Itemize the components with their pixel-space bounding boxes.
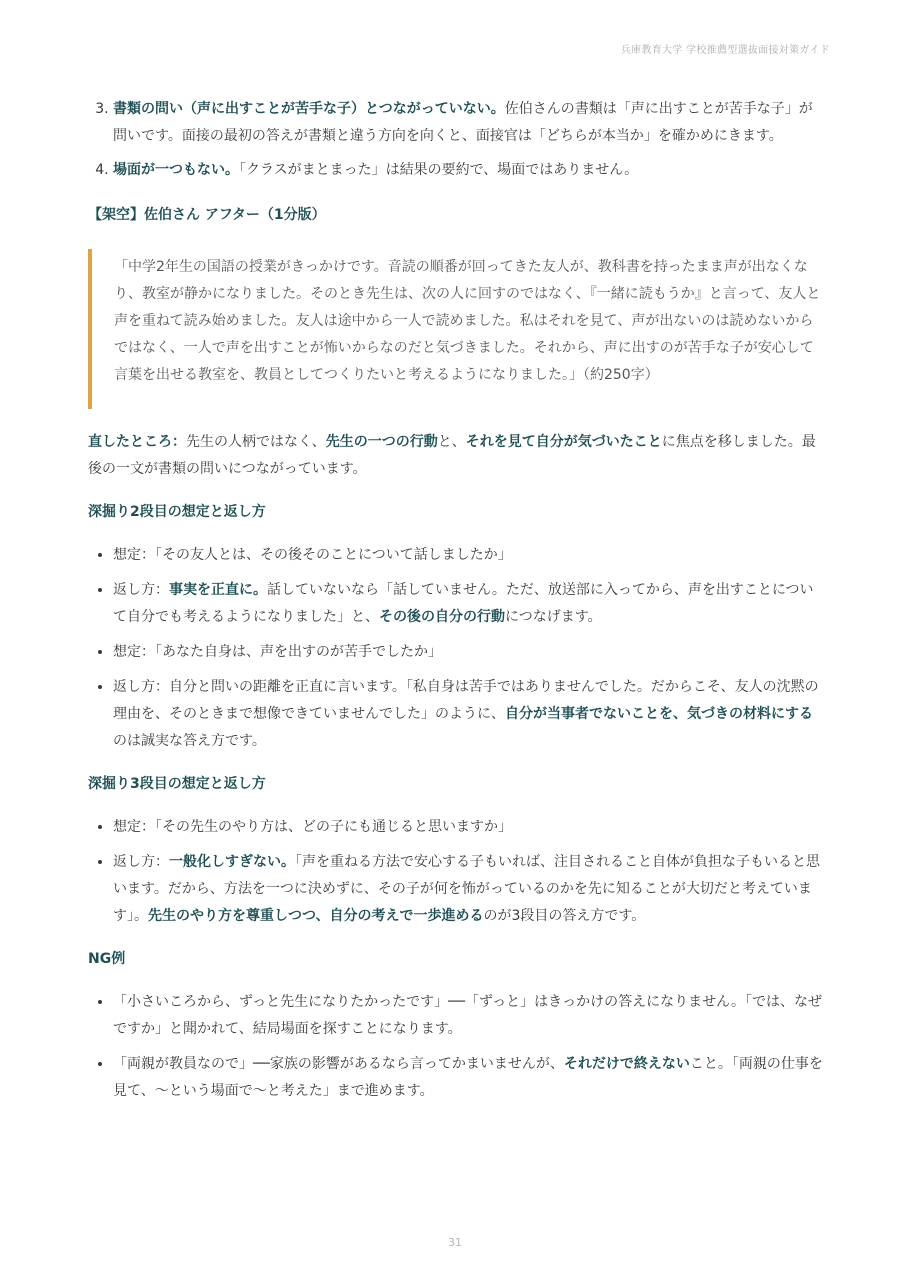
item-bold: 事実を正直に。 <box>169 582 267 598</box>
item-text: 「声を重ねる方法で安心する子もいれば、注目されること自体が負担な子もいると思います。だから、方法を一つに決めずに、その子が何を怖がっているのかを先に知ることが大切だと考えています」。 <box>113 854 820 924</box>
item-text: のは誠実な答え方です。 <box>113 733 266 749</box>
fix-explanation <box>88 429 823 483</box>
section-heading-deep2: 深掘り2段目の想定と返し方 <box>88 504 266 520</box>
page-content <box>88 96 823 1113</box>
item-bold: 自分が当事者でないことを、気づきの材料にする <box>505 706 813 722</box>
deep2-list <box>88 542 823 755</box>
item-text: 返し方：自分と問いの距離を正直に言います。「私自身は苦手ではありませんでした。だからこそ、友人の沈黙の理由を、そのときまで想像できていませんでした」のように、 <box>113 679 819 722</box>
item-text: 話していないなら「話していません。ただ、放送部に入ってから、声を出すことについて自分でも考えるようになりました」と、 <box>113 582 814 625</box>
item-bold: その後の自分の行動 <box>379 609 505 625</box>
list-item <box>113 157 823 184</box>
item-bold-lead: 場面が一つもない。 <box>113 162 239 178</box>
list-item <box>113 96 823 150</box>
item-bold: それだけで終えない <box>563 1056 690 1072</box>
fix-text: に焦点を移しました。最後の一文が書類の問いにつながっています。 <box>88 434 816 477</box>
fix-bold: 先生の一つの行動 <box>325 434 438 450</box>
deep3-list <box>88 814 823 930</box>
item-text: 「両親が教員なので」──家族の影響があるなら言ってかまいませんが、 <box>113 1056 564 1072</box>
item-bold-lead: 書類の問い（声に出すことが苦手な子）とつながっていない。 <box>113 101 505 117</box>
ng-list <box>88 989 823 1105</box>
list-item: • 想定：「あなた自身は、声を出すのが苦手でしたか」 <box>113 639 823 666</box>
fix-bold: それを見て自分が気づいたこと <box>465 434 662 450</box>
section-heading-deep3: 深掘り3段目の想定と返し方 <box>88 776 266 792</box>
fix-text: と、 <box>437 434 466 450</box>
numbered-list <box>88 96 823 184</box>
item-text: 佐伯さんの書類は「声に出すことが苦手な子」が問いです。面接の最初の答えが書類と違う方向を向くと、面接官は「どちらが本当か」を確かめにきます。 <box>113 101 813 144</box>
list-item <box>113 577 823 631</box>
item-text: 「クラスがまとまった」は結果の要約で、場面ではありません。 <box>239 162 639 178</box>
item-text: 返し方： <box>113 854 169 870</box>
running-header: 兵庫教育大学 学校推薦型選抜面接対策ガイド <box>620 45 830 56</box>
list-item <box>113 674 823 755</box>
page-number: 31 <box>448 1236 462 1249</box>
fix-label: 直したところ： <box>88 434 186 450</box>
list-item: • 「小さいころから、ずっと先生になりたかったです」──「ずっと」はきっかけの答えになりません。「では、なぜですか」と聞かれて、結局場面を探すことになります。 <box>113 989 823 1043</box>
list-item <box>113 1051 823 1105</box>
section-heading-ng: NG例 <box>88 951 126 967</box>
fix-text: 先生の人柄ではなく、 <box>186 434 326 450</box>
list-item <box>113 849 823 930</box>
sample-answer-quote: 「中学2年生の国語の授業がきっかけです。音読の順番が回ってきた友人が、教科書を持ったまま声が出なくなり、教室が静かになりました。そのとき先生は、次の人に回すのではなく、『一緒に読もうか』と言って、友人と声を重ねて読み始めました。友人は途中から一人で読めました。私はそれを見て、声が出ないのは読めないからではなく、一人で声を出すことが怖いからなのだと気づきました。それから、声に出すのが苦手な子が安心して言葉を出せる教室を、教員としてつくりたいと考えるようになりました。」（約250字） <box>88 249 823 409</box>
item-bold: 先生のやり方を尊重しつつ、自分の考えで一歩進める <box>148 908 484 924</box>
item-text: につなげます。 <box>505 609 602 625</box>
list-item: • 想定：「その友人とは、その後そのことについて話しましたか」 <box>113 542 823 569</box>
list-item: • 想定：「その先生のやり方は、どの子にも通じると思いますか」 <box>113 814 823 841</box>
item-text: のが3段目の答え方です。 <box>483 908 646 924</box>
item-text: 返し方： <box>113 582 169 598</box>
item-text: こと。「両親の仕事を見て、〜という場面で〜と考えた」まで進めます。 <box>113 1056 823 1099</box>
section-heading-after: 【架空】佐伯さん アフター（1分版） <box>88 207 326 223</box>
item-bold: 一般化しすぎない。 <box>169 854 295 870</box>
